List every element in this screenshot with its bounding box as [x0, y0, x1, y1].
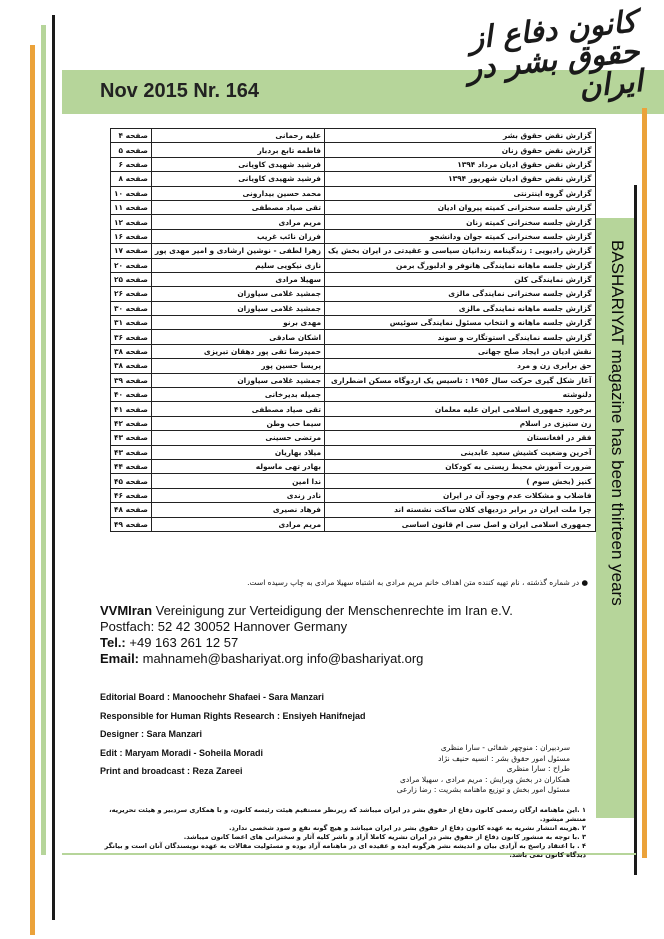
- toc-title: گزارش جلسه سخنرانی کمیته زنان: [325, 215, 596, 229]
- toc-row: [111, 388, 596, 402]
- toc-author: حمیدرضا تقی پور دهقان تبریزی: [151, 344, 324, 358]
- logo-text: کانون دفاع از حقوق بشر در ایران: [465, 4, 645, 106]
- toc-page: صفحه ۱۰: [111, 186, 152, 200]
- toc-row: [111, 373, 596, 387]
- fa-credit-line: سردبیران : منوچهر شفائی - سارا منظری: [440, 743, 570, 752]
- toc-row: [111, 359, 596, 373]
- fa-credit-line: مسئول امور بخش و توزیع ماهنامه بشریت : رضا زارعی: [396, 785, 570, 794]
- toc-row: [111, 129, 596, 143]
- toc-title: زن ستیزی در اسلام: [325, 416, 596, 430]
- postfach-line: Postfach: 52 42 30052 Hannover Germany: [100, 619, 348, 634]
- toc-title: فاضلاب و مشکلات عدم وجود آن در ایران: [325, 488, 596, 502]
- toc-author: فرشید شهیدی کاویانی: [151, 172, 324, 186]
- toc-page: صفحه ۸: [111, 172, 152, 186]
- toc-author: تقی صیاد مصطفی: [151, 200, 324, 214]
- green-bar-left: [41, 25, 46, 855]
- toc-row: [111, 474, 596, 488]
- email-value[interactable]: mahnameh@bashariyat.org info@bashariyat.org: [139, 651, 424, 666]
- toc-page: صفحه ۱۱: [111, 200, 152, 214]
- toc-author: فرهاد نصیری: [151, 503, 324, 517]
- toc-row: [111, 344, 596, 358]
- toc-title: آخرین وضعیت کشیش سعید عابدینی: [325, 445, 596, 459]
- publication-note: ۴ . با اعتقاد راسخ به آزادی بیان و اندیشه نشر هرگونه ایده و عقیده ای در ماهنامه آزاد بوده و مسئولیت مقالات به عهده نویسندگان آنان است و بیانگر دیدگاه کانون نمی باشد.: [104, 842, 586, 859]
- toc-title: حق برابری زن و مرد: [325, 359, 596, 373]
- toc-author: مهدی برنو: [151, 316, 324, 330]
- toc-author: زهرا لطفی - نوشین ارشادی و امیر مهدی پور: [151, 244, 324, 258]
- toc-page: صفحه ۴: [111, 129, 152, 143]
- toc-row: [111, 316, 596, 330]
- tel-value: +49 163 261 12 57: [125, 635, 239, 650]
- toc-author: جمشید غلامی سیاوزان: [151, 287, 324, 301]
- org-long: Vereinigung zur Verteidigung der Menschenrechte im Iran e.V.: [152, 603, 513, 618]
- toc-author: جمشید غلامی سیاوزان: [151, 373, 324, 387]
- toc-title: گزارش نمایندگی کلن: [325, 272, 596, 286]
- vertical-tagline: [605, 240, 635, 606]
- toc-title: دلنوشته: [325, 388, 596, 402]
- toc-row: [111, 488, 596, 502]
- toc-row: [111, 416, 596, 430]
- toc-title: ضرورت آموزش محیط زیستی به کودکان: [325, 459, 596, 473]
- toc-author: مریم مرادی: [151, 517, 324, 531]
- toc-author: سیما حب وطن: [151, 416, 324, 430]
- dark-bar-left: [52, 15, 55, 920]
- toc-title: برخورد جمهوری اسلامی ایران علیه معلمان: [325, 402, 596, 416]
- tel-label: Tel.:: [100, 635, 126, 650]
- email-label: Email:: [100, 651, 140, 666]
- toc-title: گزارش جلسه سخنرانی نمایندگی مالزی: [325, 287, 596, 301]
- toc-row: [111, 172, 596, 186]
- toc-page: صفحه ۴۰: [111, 388, 152, 402]
- credit-line: Designer : Sara Manzari: [100, 729, 203, 739]
- credit-line: Responsible for Human Rights Research : Ensiyeh Hanifnejad: [100, 710, 366, 721]
- toc-title: گزارش رادیویی : زندگینامه زندانیان سیاسی و عقیدتی در ایران بخش یک: [325, 244, 596, 258]
- toc-row: [111, 445, 596, 459]
- publication-note: ۲ .هزینه انتشار نشریه به عهده کانون دفاع از حقوق بشر در ایران میباشد و هیچ گونه نفع و سود شخصی ندارد.: [228, 824, 586, 832]
- issue-number: Nov 2015 Nr. 164: [100, 80, 259, 102]
- tel-line: [100, 635, 513, 651]
- toc-row: [111, 258, 596, 272]
- logo: [430, 4, 645, 113]
- toc-row: [111, 200, 596, 214]
- toc-title: فقر در افغانستان: [325, 431, 596, 445]
- toc-page: صفحه ۲۵: [111, 272, 152, 286]
- toc-row: [111, 459, 596, 473]
- toc-page: صفحه ۱۷: [111, 244, 152, 258]
- toc-row: [111, 330, 596, 344]
- toc-row: [111, 272, 596, 286]
- toc-page: صفحه ۴۹: [111, 517, 152, 531]
- toc-row: [111, 431, 596, 445]
- toc-author: فرزان نائب غریب: [151, 229, 324, 243]
- publication-notes: [100, 806, 586, 860]
- publication-note: ۳ .با توجه به منشور کانون دفاع از حقوق بشر در ایران نشریه کاملا آزاد و ناشر کلیه آثار و سخنرانی های اعضا کانون میباشد.: [183, 833, 586, 841]
- toc-row: [111, 143, 596, 157]
- toc-page: صفحه ۳۰: [111, 301, 152, 315]
- toc-page: صفحه ۴۱: [111, 402, 152, 416]
- org-short: VVMIran: [100, 603, 153, 618]
- toc-row: [111, 301, 596, 315]
- toc-page: صفحه ۳۹: [111, 373, 152, 387]
- toc-page: صفحه ۴۴: [111, 459, 152, 473]
- toc-author: نازی نیکویی سلیم: [151, 258, 324, 272]
- toc-page: صفحه ۳۸: [111, 359, 152, 373]
- credits-fa: [360, 743, 570, 796]
- contact-block: [100, 603, 513, 667]
- toc-title: نقش ادیان در ایجاد صلح جهانی: [325, 344, 596, 358]
- publication-note: ۱ .این ماهنامه ارگان رسمی کانون دفاع از حقوق بشر در ایران میباشد که زیرنظر مستقیم هیئت رئیسه کانون، و با همکاری سردبیر و هیئت تحریریه، منتشر میشود.: [109, 806, 586, 823]
- toc-title: گزارش جلسه سخنرانی کمیته پیروان ادیان: [325, 200, 596, 214]
- correction-note: ● در شماره گذشته ، نام تهیه کننده متن اهداف خانم مریم مرادی به اشتباه سهیلا مرادی به چاپ رسیده است.: [247, 578, 588, 587]
- toc-title: گزارش نقض حقوق بشر: [325, 129, 596, 143]
- toc-table: [110, 128, 596, 532]
- toc-row: [111, 503, 596, 517]
- toc-author: فاطمه تابع بردبار: [151, 143, 324, 157]
- toc-title: گزارش نقض حقوق زنان: [325, 143, 596, 157]
- toc-page: صفحه ۳۱: [111, 316, 152, 330]
- toc-author: علیه رحمانی: [151, 129, 324, 143]
- toc-row: [111, 287, 596, 301]
- toc-page: صفحه ۴۸: [111, 503, 152, 517]
- toc-author: تقی صیاد مصطفی: [151, 402, 324, 416]
- toc-author: میلاد بهاریان: [151, 445, 324, 459]
- credit-line: Edit : Maryam Moradi - Soheila Moradi: [100, 747, 264, 758]
- email-line: [100, 651, 513, 667]
- toc-title: کنیز (بخش سوم ): [325, 474, 596, 488]
- toc-row: [111, 517, 596, 531]
- orange-bar-right: [642, 108, 647, 858]
- credit-line: Editorial Board : Manoochehr Shafaei - Sara Manzari: [100, 692, 325, 702]
- toc-title: گزارش نقض حقوق ادیان مرداد ۱۳۹۴: [325, 157, 596, 171]
- toc-author: بهادر تهی ماسوله: [151, 459, 324, 473]
- toc-row: [111, 157, 596, 171]
- toc-title: گزارش جلسه ماهانه نمایندگی هانوفر و ادلبورگ برمن: [325, 258, 596, 272]
- toc-author: اشکان صادقی: [151, 330, 324, 344]
- toc-author: جمیله بدیرخانی: [151, 388, 324, 402]
- toc-author: فرشید شهیدی کاویانی: [151, 157, 324, 171]
- toc-page: صفحه ۴۶: [111, 488, 152, 502]
- toc-page: صفحه ۴۵: [111, 474, 152, 488]
- toc-author: جمشید غلامی سیاوزان: [151, 301, 324, 315]
- toc-row: [111, 229, 596, 243]
- toc-page: صفحه ۴۳: [111, 445, 152, 459]
- toc-author: محمد حسین بیدارونی: [151, 186, 324, 200]
- vertical-tagline-text: BASHARIYAT magazine has been thirteen years: [608, 240, 627, 606]
- toc-author: سهیلا مرادی: [151, 272, 324, 286]
- toc-title: گزارش نقض حقوق ادیان شهریور ۱۳۹۴: [325, 172, 596, 186]
- toc-author: مریم مرادی: [151, 215, 324, 229]
- toc-title: گزارش جلسه ماهانه و انتخاب مسئول نمایندگی سوئیس: [325, 316, 596, 330]
- toc-page: صفحه ۲۶: [111, 287, 152, 301]
- toc-title: گزارش جلسه نمایندگی استوتگارت و سوند: [325, 330, 596, 344]
- toc-title: گزارش گروه اینترنتی: [325, 186, 596, 200]
- toc-title: گزارش جلسه ماهانه نمایندگی مالزی: [325, 301, 596, 315]
- fa-credit-line: همکاران در بخش ویرایش : مریم مرادی ، سهیلا مرادی: [400, 774, 570, 784]
- fa-credit-line: طراح : سارا منظری: [506, 764, 570, 773]
- toc-page: صفحه ۶: [111, 157, 152, 171]
- toc-row: [111, 402, 596, 416]
- toc-page: صفحه ۳۶: [111, 330, 152, 344]
- toc-row: [111, 186, 596, 200]
- toc-page: صفحه ۴۳: [111, 431, 152, 445]
- toc-author: پریسا حسین پور: [151, 359, 324, 373]
- toc-title: جمهوری اسلامی ایران و اصل سی ام قانون اساسی: [325, 517, 596, 531]
- toc-page: صفحه ۱۲: [111, 215, 152, 229]
- toc-title: چرا ملت ایران در برابر دزدیهای کلان ساکت نشسته اند: [325, 503, 596, 517]
- toc-title: آغاز شکل گیری حرکت سال ۱۹۵۶ : تاسیس یک اردوگاه مسکن اضطراری: [325, 373, 596, 387]
- toc-author: مرتضی حسینی: [151, 431, 324, 445]
- orange-bar-left: [30, 45, 35, 935]
- toc-page: صفحه ۳۸: [111, 344, 152, 358]
- toc-page: صفحه ۴۲: [111, 416, 152, 430]
- toc-page: صفحه ۱۶: [111, 229, 152, 243]
- credits-en: [100, 688, 366, 781]
- org-line: [100, 603, 513, 619]
- toc-author: نادر زندی: [151, 488, 324, 502]
- toc-page: صفحه ۲۰: [111, 258, 152, 272]
- toc-row: [111, 244, 596, 258]
- fa-credit-line: مسئول امور حقوق بشر : انسیه حنیف نژاد: [438, 753, 570, 763]
- toc-title: گزارش جلسه سخنرانی کمیته جوان ودانشجو: [325, 229, 596, 243]
- toc-author: ندا امین: [151, 474, 324, 488]
- toc-row: [111, 215, 596, 229]
- credit-line: Print and broadcast : Reza Zareei: [100, 766, 243, 776]
- toc-page: صفحه ۵: [111, 143, 152, 157]
